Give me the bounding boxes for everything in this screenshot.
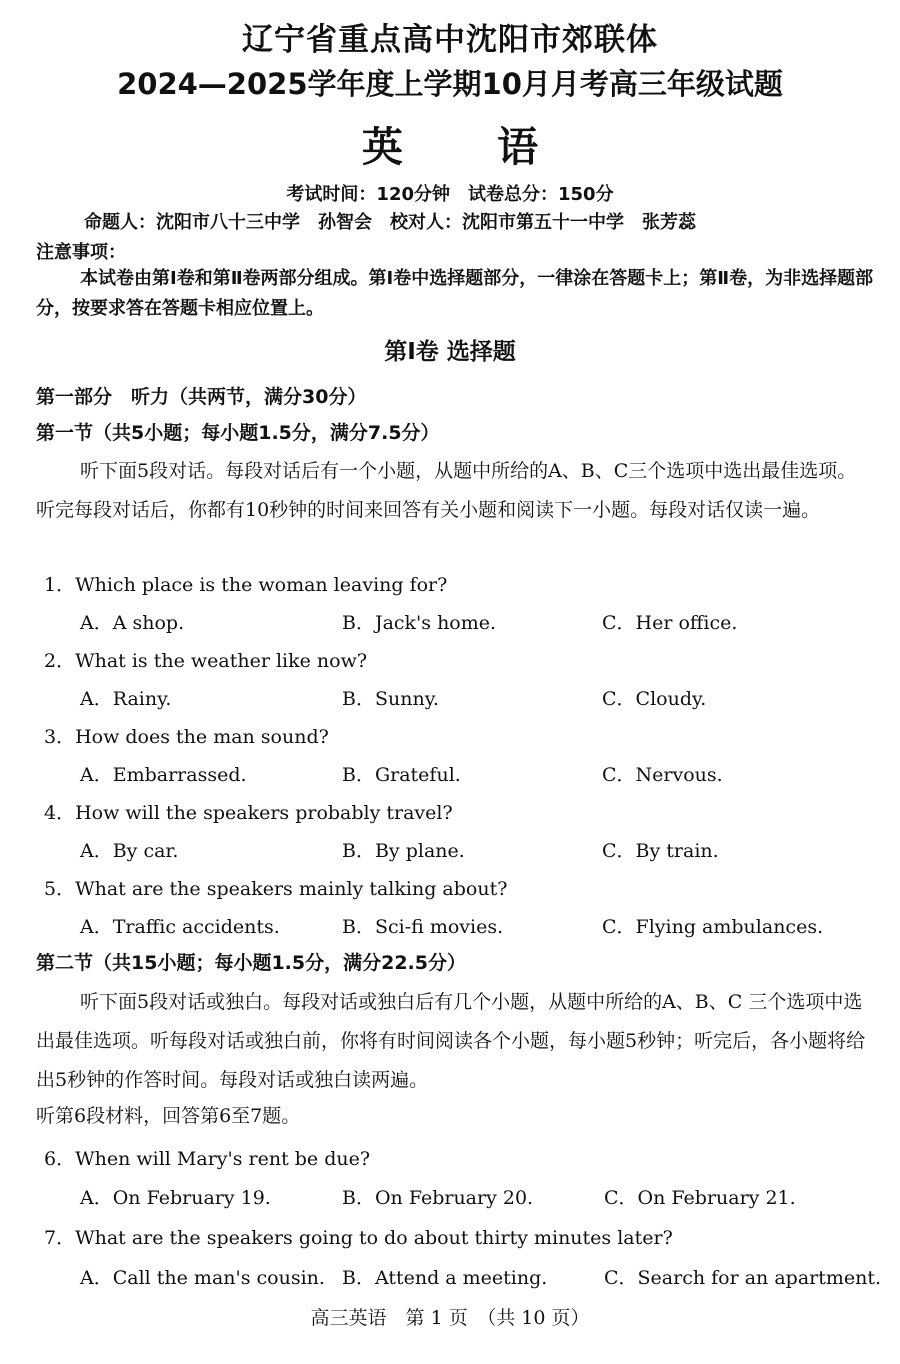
page-footer: 高三英语 第 1 页 （共 10 页） (310, 1307, 590, 1329)
question-6-stem: 6．When will Mary's rent be due? (44, 1148, 371, 1170)
question-2-option-c: C．Cloudy. (602, 688, 707, 710)
section2-heading: 第二节（共15小题；每小题1.5分，满分22.5分） (36, 952, 466, 974)
question-4-option-a: A．By car. (80, 840, 179, 862)
question-2-stem: 2．What is the weather like now? (44, 650, 368, 672)
exam-info: 考试时间：120分钟 试卷总分：150分 (286, 184, 614, 205)
question-4-option-c: C．By train. (602, 840, 719, 862)
question-1-option-a: A．A shop. (80, 612, 185, 634)
section1-instructions: 听下面5段对话。每段对话后有一个小题，从题中所给的A、B、C三个选项中选出最佳选项。听完每段对话后，你都有10秒钟的时间来回答有关小题和阅读下一小题。每段对话仅读一遍。 (36, 460, 857, 521)
exam-authors: 命题人：沈阳市八十三中学 孙智会 校对人：沈阳市第五十一中学 张芳蕊 (84, 212, 696, 233)
question-1-stem: 1．Which place is the woman leaving for? (44, 574, 448, 596)
question-3-option-c: C．Nervous. (602, 764, 723, 786)
question-2-option-a: A．Rainy. (80, 688, 172, 710)
question-3-option-b: B．Grateful. (342, 764, 461, 786)
question-7-option-c: C．Search for an apartment. (604, 1267, 882, 1289)
question-7-stem: 7．What are the speakers going to do about thirty minutes later? (44, 1227, 673, 1249)
question-5-option-c: C．Flying ambulances. (602, 916, 824, 938)
question-1-option-b: B．Jack's home. (342, 612, 497, 634)
material-note: 听第6段材料，回答第6至7题。 (36, 1105, 301, 1127)
part1-heading: 第一部分 听力（共两节，满分30分） (36, 386, 367, 408)
notes-body: 本试卷由第Ⅰ卷和第Ⅱ卷两部分组成。第Ⅰ卷中选择题部分，一律涂在答题卡上；第Ⅱ卷，为非选择题部分，按要求答在答题卡相应位置上。 (36, 268, 874, 319)
question-3-option-a: A．Embarrassed. (80, 764, 247, 786)
exam-title-line2: 2024—2025学年度上学期10月月考高三年级试题 (117, 67, 783, 101)
question-5-option-b: B．Sci-fi movies. (342, 916, 504, 938)
notes-heading: 注意事项： (36, 242, 126, 263)
question-2-option-b: B．Sunny. (342, 688, 439, 710)
section1-heading: 第一节（共5小题；每小题1.5分，满分7.5分） (36, 422, 440, 444)
section2-instructions: 听下面5段对话或独白。每段对话或独白后有几个小题，从题中所给的A、B、C 三个选项中选出最佳选项。听每段对话或独白前，你将有时间阅读各个小题，每小题5秒钟；听完后，各小题将给出5秒钟的作答时间。每段对话或独白读两遍。 (36, 991, 866, 1091)
question-1-option-c: C．Her office. (602, 612, 738, 634)
question-5-stem: 5．What are the speakers mainly talking about? (44, 878, 508, 900)
question-6-option-b: B．On February 20. (342, 1187, 534, 1209)
question-5-option-a: A．Traffic accidents. (80, 916, 280, 938)
question-7-option-a: A．Call the man's cousin. (80, 1267, 325, 1289)
volume-title: 第Ⅰ卷 选择题 (384, 339, 516, 365)
subject-title: 英 语 (361, 123, 579, 171)
question-7-option-b: B．Attend a meeting. (342, 1267, 548, 1289)
question-4-stem: 4．How will the speakers probably travel? (44, 802, 453, 824)
question-6-option-a: A．On February 19. (80, 1187, 271, 1209)
question-6-option-c: C．On February 21. (604, 1187, 796, 1209)
question-3-stem: 3．How does the man sound? (44, 726, 329, 748)
question-4-option-b: B．By plane. (342, 840, 465, 862)
exam-title-line1: 辽宁省重点高中沈阳市郊联体 (242, 22, 658, 58)
